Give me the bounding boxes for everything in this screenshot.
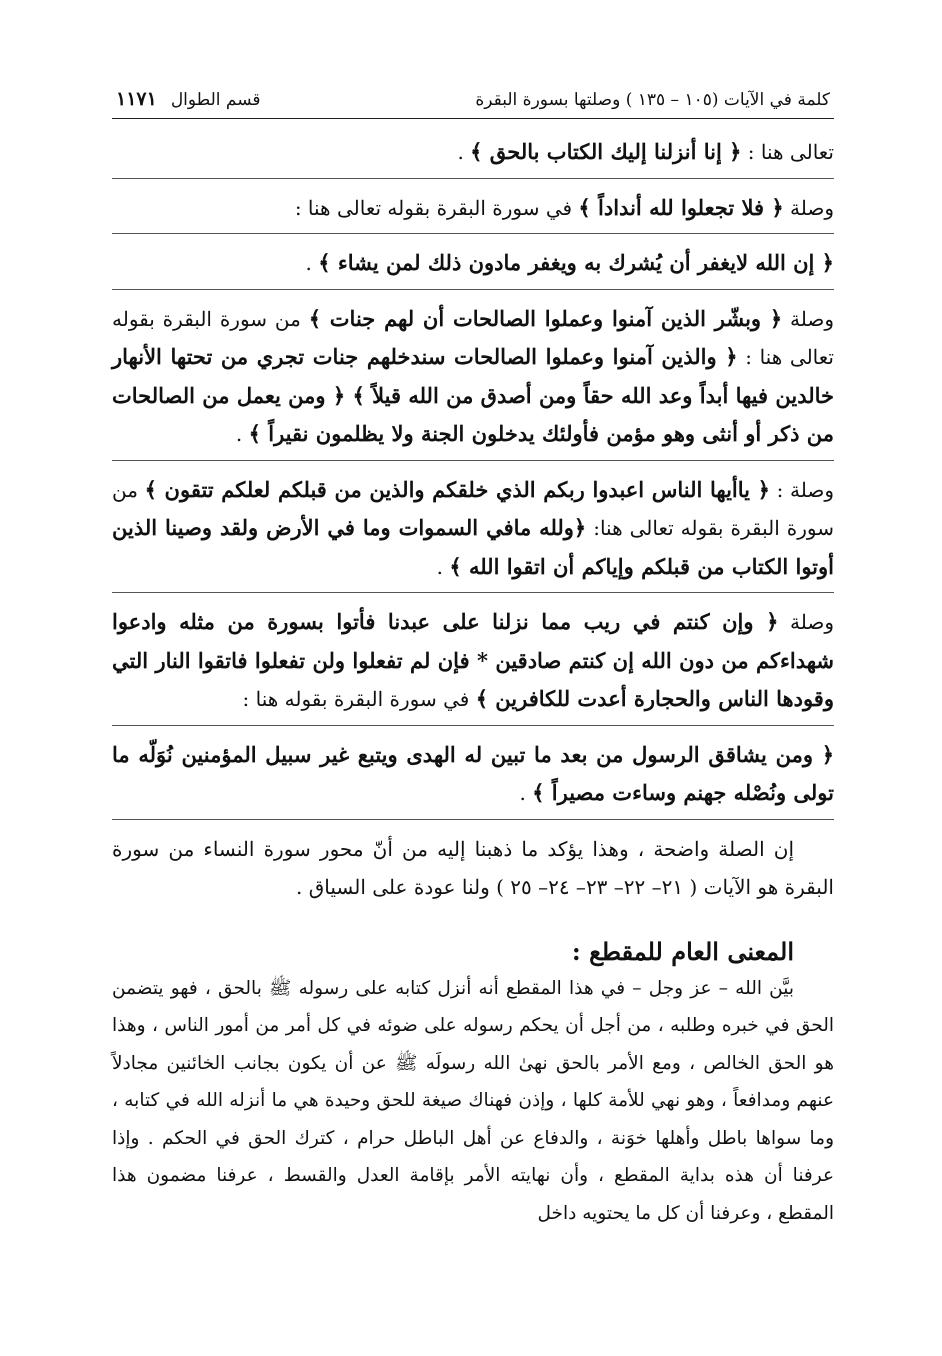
text-segment: وصلة : <box>769 477 835 502</box>
text-segment: من سورة البقرة بقوله تعالى هنا : <box>112 306 834 369</box>
text-segment: من سورة البقرة بقوله تعالى هنا: <box>112 477 834 540</box>
header-left <box>116 88 261 110</box>
text-segment: وصلة <box>783 195 834 220</box>
header-section: قسم الطوال <box>170 90 261 110</box>
quran-verse: ﴿ إن الله لايغفر أن يُشرك به ويغفر مادون ذلك لمن يشاء ﴾ <box>318 250 834 275</box>
text-segment: . <box>436 554 450 579</box>
text-segment: وصلة <box>778 610 835 634</box>
text-segment: . <box>305 251 319 275</box>
text-segment: وصلة <box>782 306 834 331</box>
paragraph-4 <box>112 298 834 461</box>
paragraph-7 <box>112 734 834 820</box>
quran-verse: ﴿ والذين آمنوا وعملوا الصالحات سندخلهم جنات تجري من تحتها الأنهار خالدين فيها أبداً وعد الله حقاً ومن أصدق من الله قيلاً ﴾ ﴿ ومن يعمل من الصالحات من ذكر أو أنثى وهو مؤمن فأولئك يدخلون الجنة ولا يظلمون نقيراً ﴾ <box>112 344 834 446</box>
paragraph-8 <box>112 828 834 909</box>
paragraph-5 <box>112 469 834 594</box>
section-title: المعنى العام للمقطع : <box>571 936 794 966</box>
text-segment: . <box>457 140 471 164</box>
quran-verse: ﴿ وإن كنتم في ريب مما نزلنا على عبدنا فأتوا بسورة من مثله وادعوا شهداءكم من دون الله إن كنتم صادقين * فإن لم تفعلوا ولن تفعلوا فاتقوا النار التي وقودها الناس والحجارة أعدت للكافرين ﴾ <box>112 609 834 711</box>
text-segment: في سورة البقرة بقوله تعالى هنا : <box>294 195 579 220</box>
paragraph-6 <box>112 601 834 726</box>
quran-verse: ﴿ ياأيها الناس اعبدوا ربكم الذي خلقكم والذين من قبلكم لعلكم تتقون ﴾ <box>144 476 770 502</box>
quran-verse: ﴿ولله مافي السموات وما في الأرض ولقد وصينا الذين أوتوا الكتاب من قبلكم وإياكم أن اتقوا الله ﴾ <box>112 515 834 579</box>
quran-verse: ﴿ فلا تجعلوا لله أنداداً ﴾ <box>578 194 784 220</box>
quran-verse: ﴿ ومن يشاقق الرسول من بعد ما تبين له الهدى ويتبع غير سبيل المؤمنين نُوَلّه ما تولى ونُصْله جهنم وساءت مصيراً ﴾ <box>112 741 834 805</box>
paragraph-1 <box>112 131 834 179</box>
quran-verse: ﴿ إنا أنزلنا إليك الكتاب بالحق ﴾ <box>470 139 742 164</box>
page-number: ١١٧١ <box>116 88 157 110</box>
body-text: بيَّن الله – عز وجل – في هذا المقطع أنه أنزل كتابه على رسوله ﷺ بالحق ، فهو يتضمن الحق في خبره وطلبه ، من أجل أن يحكم رسوله على ضوئه في كل أمر من أمور الناس ، وهذا هو الحق الخالص ، ومع الأمر بالحق نهىٰ الله رسولَه ﷺ عن أن يكون بجانب الخائنين مجادلاً عنهم ومدافعاً ، وهو نهي للأمة كلها ، وإذن فهناك صيغة للحق وحيدة هي ما أنزله الله في كتابه ، وما سواها باطل وأهلها خوَنة ، والدفاع عن أهل الباطل حرام ، كترك الحق في الحكم . وإذا عرفنا أن هذه بداية المقطع ، وأن نهايته الأمر بإقامة العدل والقسط ، عرفنا مضمون هذا المقطع ، وعرفنا أن كل ما يحتويه داخل <box>112 977 834 1224</box>
text-segment: . <box>519 781 533 805</box>
text-segment: . <box>235 422 249 446</box>
paragraph-2 <box>112 187 834 235</box>
text-segment: في سورة البقرة بقوله هنا : <box>242 687 476 711</box>
text-segment: إن الصلة واضحة ، وهذا يؤكد ما ذهبنا إليه من أنّ محور سورة النساء من سورة البقرة هو الآيات ( ٢١– ٢٢– ٢٣– ٢٤– ٢٥ ) ولنا عودة على السياق . <box>112 836 834 899</box>
running-header <box>112 88 834 119</box>
page-content <box>112 119 834 1232</box>
header-title: كلمة في الآيات (١٠٥ – ١٣٥ ) وصلتها بسورة البقرة <box>475 90 830 110</box>
paragraph-3 <box>112 242 834 290</box>
text-segment: تعالى هنا : <box>741 140 834 164</box>
quran-verse: ﴿ وبشّر الذين آمنوا وعملوا الصالحات أن لهم جنات ﴾ <box>308 305 783 331</box>
